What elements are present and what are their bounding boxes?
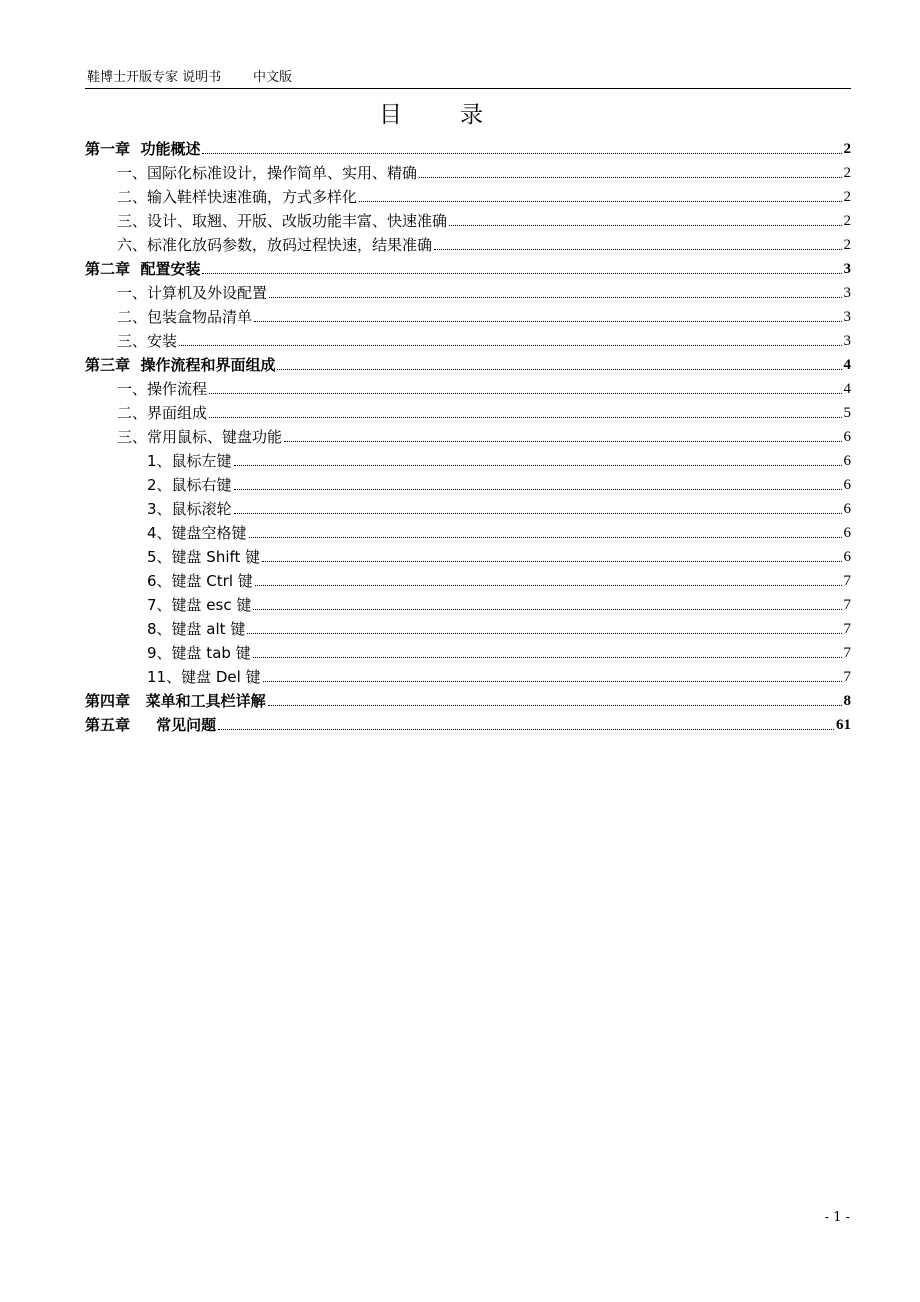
toc-entry-label: 第四章 菜单和工具栏详解: [85, 692, 266, 710]
page-header: [85, 64, 851, 89]
toc-entry-page: 2: [843, 237, 851, 253]
toc-entry-page: 4: [843, 357, 851, 373]
toc-entry-page: 7: [843, 645, 851, 661]
toc-title: 目录: [379, 102, 541, 128]
toc-entry[interactable]: [85, 351, 851, 375]
toc-entry-page: 6: [843, 525, 851, 541]
toc-entry-label: 第二章 配置安装: [85, 260, 201, 278]
toc-leader-dots: [179, 345, 841, 346]
toc-entry-page: 2: [843, 189, 851, 205]
toc-entry-label: 9、键盘 tab 键: [147, 644, 251, 662]
toc-entry-label: 一、国际化标准设计，操作简单、实用、精确: [117, 164, 418, 182]
toc-entry[interactable]: [85, 255, 851, 279]
toc-leader-dots: [284, 441, 841, 442]
toc-leader-dots: [419, 177, 841, 178]
toc-entry-page: 3: [843, 309, 851, 325]
toc-entry-page: 2: [843, 141, 851, 157]
toc-entry-page: 4: [843, 381, 851, 397]
toc-leader-dots: [202, 273, 841, 274]
toc-entry-page: 61: [836, 717, 851, 733]
toc-entry-label: 第一章 功能概述: [85, 140, 201, 158]
toc-entry[interactable]: [85, 567, 851, 591]
toc-entry-page: 7: [843, 597, 851, 613]
toc-leader-dots: [247, 633, 841, 634]
toc-entry-label: 第五章 常见问题: [85, 716, 217, 734]
toc-leader-dots: [359, 201, 841, 202]
toc-entry-label: 二、界面组成: [117, 404, 208, 422]
toc-entry[interactable]: [85, 423, 851, 447]
toc-leader-dots: [277, 369, 841, 370]
toc-entry-page: 6: [843, 453, 851, 469]
toc-entry[interactable]: [85, 471, 851, 495]
toc-entry[interactable]: [85, 375, 851, 399]
toc-entry-page: 3: [843, 261, 851, 277]
toc-leader-dots: [234, 465, 842, 466]
toc-entry-label: 8、键盘 alt 键: [147, 620, 246, 638]
toc-entry[interactable]: [85, 639, 851, 663]
toc-leader-dots: [434, 249, 841, 250]
toc-entry-page: 6: [843, 501, 851, 517]
toc-entry-page: 2: [843, 213, 851, 229]
toc-entry-page: 7: [843, 621, 851, 637]
toc-entry-label: 六、标准化放码参数，放码过程快速，结果准确: [117, 236, 433, 254]
toc-entry-label: 5、键盘 Shift 键: [147, 548, 261, 566]
toc-leader-dots: [449, 225, 841, 226]
toc-entry[interactable]: [85, 327, 851, 351]
toc-entry-label: 4、键盘空格键: [147, 524, 247, 542]
toc-entry-label: 一、计算机及外设配置: [117, 284, 268, 302]
toc-entry[interactable]: [85, 279, 851, 303]
toc-entry-label: 2、鼠标右键: [147, 476, 232, 494]
toc-entry[interactable]: [85, 687, 851, 711]
toc-leader-dots: [202, 153, 841, 154]
toc-entry-page: 7: [843, 573, 851, 589]
toc-entry[interactable]: [85, 711, 851, 735]
toc-leader-dots: [253, 657, 842, 658]
toc-leader-dots: [254, 321, 841, 322]
toc-entry-label: 三、安装: [117, 332, 178, 350]
toc-entry-label: 一、操作流程: [117, 380, 208, 398]
toc-entry-page: 2: [843, 165, 851, 181]
table-of-contents: [85, 135, 851, 735]
toc-entry-label: 三、常用鼠标、键盘功能: [117, 428, 283, 446]
toc-entry[interactable]: [85, 615, 851, 639]
header-edition: 中文版: [253, 70, 293, 85]
toc-entry[interactable]: [85, 519, 851, 543]
toc-entry-page: 7: [843, 669, 851, 685]
toc-leader-dots: [209, 417, 841, 418]
toc-entry[interactable]: [85, 303, 851, 327]
toc-entry-page: 6: [843, 549, 851, 565]
header-doc-title: 鞋博士开版专家 说明书: [87, 70, 222, 85]
toc-entry-page: 6: [843, 477, 851, 493]
toc-entry-page: 8: [843, 693, 851, 709]
toc-entry[interactable]: [85, 207, 851, 231]
toc-entry[interactable]: [85, 159, 851, 183]
toc-leader-dots: [262, 561, 841, 562]
toc-entry[interactable]: [85, 447, 851, 471]
toc-entry[interactable]: [85, 591, 851, 615]
toc-entry-label: 1、鼠标左键: [147, 452, 232, 470]
toc-entry-label: 三、设计、取翘、开版、改版功能丰富、快速准确: [117, 212, 448, 230]
toc-entry[interactable]: [85, 495, 851, 519]
toc-entry-label: 二、输入鞋样快速准确，方式多样化: [117, 188, 358, 206]
toc-entry[interactable]: [85, 183, 851, 207]
toc-leader-dots: [255, 585, 842, 586]
toc-entry-label: 第三章 操作流程和界面组成: [85, 356, 276, 374]
toc-entry-label: 3、鼠标滚轮: [147, 500, 232, 518]
toc-entry[interactable]: [85, 399, 851, 423]
toc-entry[interactable]: [85, 135, 851, 159]
toc-leader-dots: [263, 681, 842, 682]
toc-entry-label: 二、包装盒物品清单: [117, 308, 253, 326]
toc-entry[interactable]: [85, 663, 851, 687]
toc-leader-dots: [234, 489, 842, 490]
page-number: - 1 -: [824, 1210, 850, 1225]
toc-leader-dots: [209, 393, 841, 394]
toc-leader-dots: [253, 609, 841, 610]
toc-leader-dots: [234, 513, 842, 514]
toc-entry-label: 7、键盘 esc 键: [147, 596, 252, 614]
toc-leader-dots: [268, 705, 842, 706]
toc-leader-dots: [249, 537, 842, 538]
toc-entry[interactable]: [85, 231, 851, 255]
toc-entry-page: 3: [843, 285, 851, 301]
toc-leader-dots: [269, 297, 841, 298]
toc-leader-dots: [218, 729, 834, 730]
toc-entry-label: 6、键盘 Ctrl 键: [147, 572, 253, 590]
toc-entry-label: 11、键盘 Del 键: [147, 668, 261, 686]
toc-entry-page: 6: [843, 429, 851, 445]
toc-entry-page: 5: [843, 405, 851, 421]
toc-entry-page: 3: [843, 333, 851, 349]
toc-entry[interactable]: [85, 543, 851, 567]
